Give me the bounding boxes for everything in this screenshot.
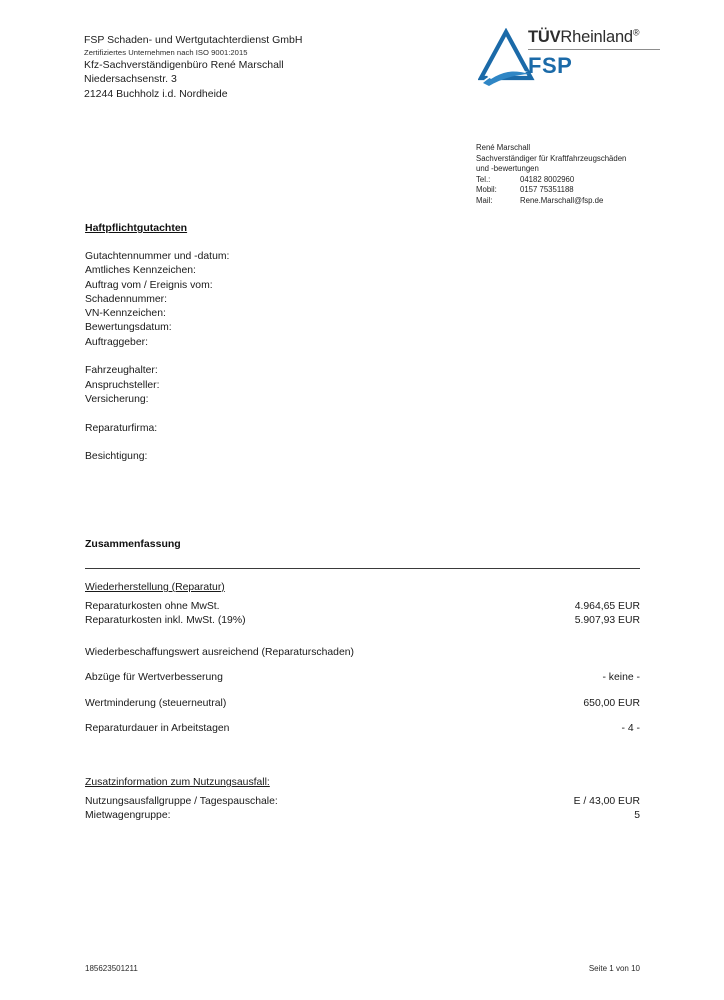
page-title: Haftpflichtgutachten bbox=[85, 222, 188, 234]
field-group-spacer-2 bbox=[85, 407, 465, 421]
page-footer bbox=[85, 964, 640, 973]
summary-label-replacement-note: Wiederbeschaffungswert ausreichend (Reparaturschaden) bbox=[85, 646, 354, 658]
rheinland-text: Rheinland bbox=[560, 28, 633, 46]
contact-phone-value: 04182 8002960 bbox=[520, 174, 575, 184]
tuv-rheinland-text bbox=[528, 27, 678, 47]
contact-mail-value: Rene.Marschall@fsp.de bbox=[520, 195, 604, 205]
summary-spacer-e bbox=[85, 711, 640, 722]
summary-row-replacement-note bbox=[85, 646, 640, 660]
registered-mark: ® bbox=[632, 27, 640, 38]
summary-spacer-d bbox=[85, 686, 640, 697]
field-amtliches-kennzeichen: Amtliches Kennzeichen: bbox=[85, 265, 196, 277]
sender-office: Kfz-Sachverständigenbüro René Marschall bbox=[84, 59, 284, 72]
footer-page-number: Seite 1 von 10 bbox=[588, 964, 640, 973]
logo-divider bbox=[528, 49, 660, 50]
usage-loss-value-group: E / 43,00 EUR bbox=[573, 796, 640, 807]
summary-body bbox=[85, 580, 640, 736]
usage-loss-value-rental: 5 bbox=[634, 810, 640, 822]
contact-mail-label: Mail: bbox=[476, 195, 493, 205]
summary-row-repair-net bbox=[85, 600, 640, 614]
summary-label-repair-gross: Reparaturkosten inkl. MwSt. (19%) bbox=[85, 615, 246, 627]
summary-value-repair-net: 4.964,65 EUR bbox=[574, 601, 640, 612]
contact-role-line-2: und -bewertungen bbox=[476, 164, 539, 174]
field-auftraggeber: Auftraggeber: bbox=[85, 336, 148, 348]
fsp-text: FSP bbox=[528, 53, 573, 78]
restoration-subheading: Wiederherstellung (Reparatur) bbox=[85, 582, 225, 593]
summary-label-depreciation: Wertminderung (steuerneutral) bbox=[85, 697, 227, 709]
field-anspruchsteller: Anspruchsteller: bbox=[85, 379, 160, 391]
usage-loss-label-group: Nutzungsausfallgruppe / Tagespauschale: bbox=[85, 796, 278, 807]
contact-row-mail bbox=[476, 196, 686, 207]
summary-value-deduction: - keine - bbox=[602, 672, 640, 684]
sender-city: 21244 Buchholz i.d. Nordheide bbox=[84, 87, 228, 100]
field-vn-kennzeichen: VN-Kennzeichen: bbox=[85, 308, 166, 320]
tuv-rheinland-fsp-logo bbox=[478, 27, 678, 93]
contact-row-phone bbox=[476, 175, 686, 186]
sender-company: FSP Schaden- und Wertgutachterdienst GmbH bbox=[84, 34, 303, 46]
usage-loss-subheading: Zusatzinformation zum Nutzungsausfall: bbox=[85, 777, 270, 788]
usage-loss-row-group bbox=[85, 795, 640, 809]
summary-row-depreciation bbox=[85, 697, 640, 711]
contact-phone-label: Tel.: bbox=[476, 174, 491, 184]
summary-row-duration bbox=[85, 722, 640, 736]
sender-certification: Zertifiziertes Unternehmen nach ISO 9001:2015 bbox=[84, 48, 248, 58]
sender-address-block bbox=[84, 33, 424, 101]
contact-mobile-value: 0157 75351188 bbox=[520, 185, 574, 195]
usage-loss-row-rental bbox=[85, 809, 640, 823]
summary-label-repair-net: Reparaturkosten ohne MwSt. bbox=[85, 601, 220, 612]
summary-heading: Zusammenfassung bbox=[85, 538, 181, 550]
summary-label-duration: Reparaturdauer in Arbeitstagen bbox=[85, 723, 230, 735]
field-reparaturfirma: Reparaturfirma: bbox=[85, 422, 158, 434]
field-gutachtennummer: Gutachtennummer und -datum: bbox=[85, 251, 230, 262]
usage-loss-label-rental: Mietwagengruppe: bbox=[85, 810, 171, 822]
sender-street: Niedersachsenstr. 3 bbox=[84, 73, 177, 86]
summary-value-repair-gross: 5.907,93 EUR bbox=[574, 615, 640, 627]
summary-spacer-c bbox=[85, 660, 640, 671]
summary-row-repair-gross bbox=[85, 614, 640, 628]
field-fahrzeughalter: Fahrzeughalter: bbox=[85, 365, 158, 377]
field-besichtigung: Besichtigung: bbox=[85, 451, 148, 463]
summary-divider bbox=[85, 568, 640, 569]
contact-role-line-1: Sachverständiger für Kraftfahrzeugschäden bbox=[476, 153, 627, 163]
field-versicherung: Versicherung: bbox=[85, 393, 149, 405]
footer-reference-number: 185623501211 bbox=[85, 964, 138, 973]
field-bewertungsdatum: Bewertungsdatum: bbox=[85, 322, 172, 334]
field-schadennummer: Schadennummer: bbox=[85, 293, 168, 305]
contact-mobile-label: Mobil: bbox=[476, 185, 497, 195]
usage-loss-block bbox=[85, 775, 640, 824]
tuv-bold-text: TÜV bbox=[528, 28, 561, 46]
summary-row-deduction bbox=[85, 671, 640, 685]
contact-block bbox=[476, 143, 686, 207]
field-auftrag-ereignis: Auftrag vom / Ereignis vom: bbox=[85, 279, 213, 291]
contact-row-mobile bbox=[476, 185, 686, 196]
summary-value-duration: - 4 - bbox=[621, 723, 640, 735]
logo-wordmark bbox=[528, 27, 678, 78]
field-group-spacer-3 bbox=[85, 436, 465, 450]
summary-spacer-b bbox=[85, 629, 640, 646]
field-group-spacer-1 bbox=[85, 350, 465, 364]
contact-name: René Marschall bbox=[476, 143, 531, 152]
gutachten-field-list bbox=[85, 250, 465, 464]
summary-value-depreciation: 650,00 EUR bbox=[583, 697, 640, 709]
summary-label-deduction: Abzüge für Wertverbesserung bbox=[85, 672, 223, 684]
